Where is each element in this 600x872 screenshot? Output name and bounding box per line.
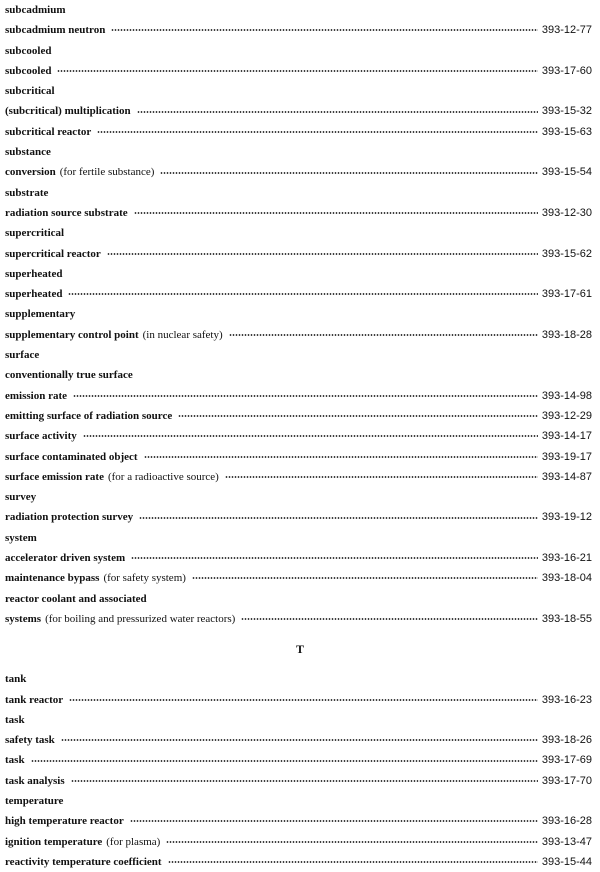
- entry-term: emitting surface of radiation source: [5, 409, 173, 422]
- entry-term: maintenance bypass: [5, 572, 100, 585]
- dot-leader: [192, 576, 538, 580]
- heading-term: reactor coolant and associated: [5, 592, 147, 605]
- dot-leader: [137, 110, 538, 114]
- dot-leader: [31, 759, 538, 763]
- dot-leader: [131, 556, 538, 560]
- section-letter: T: [295, 642, 304, 657]
- index-entry: [5, 609, 595, 629]
- entry-reference: 393-15-44: [541, 855, 592, 868]
- entry-reference: 393-15-63: [541, 125, 592, 138]
- entry-reference: 393-14-17: [541, 430, 592, 443]
- entry-qualifier: (for a radioactive source): [107, 470, 219, 483]
- dot-leader: [225, 475, 538, 479]
- entry-reference: 393-12-30: [541, 206, 592, 219]
- dot-leader: [160, 171, 537, 175]
- entry-term: surface emission rate: [5, 470, 104, 483]
- entry-reference: 393-16-21: [541, 552, 592, 565]
- dot-leader: [168, 860, 538, 864]
- index-entry: [5, 244, 595, 264]
- entry-term: reactivity temperature coefficient: [5, 855, 162, 868]
- entry-reference: 393-17-60: [541, 64, 592, 77]
- entry-term: ignition temperature: [5, 835, 103, 848]
- index-entry: [5, 162, 595, 182]
- entry-term: task analysis: [5, 774, 65, 787]
- index-entry: [5, 730, 595, 750]
- entry-term: subcritical reactor: [5, 125, 92, 138]
- entry-reference: 393-16-28: [541, 815, 592, 828]
- index-entry: [5, 467, 595, 487]
- index-entry: [5, 122, 595, 142]
- index-heading: [5, 142, 595, 162]
- index-heading: [5, 791, 595, 811]
- entry-reference: 393-18-28: [541, 328, 592, 341]
- dot-leader: [229, 333, 538, 337]
- index-page: [5, 0, 595, 872]
- index-entry: [5, 811, 595, 831]
- index-entry: [5, 771, 595, 791]
- index-heading: [5, 345, 595, 365]
- dot-leader: [178, 414, 538, 418]
- index-heading: [5, 264, 595, 284]
- index-entry: [5, 61, 595, 81]
- index-entry: [5, 20, 595, 40]
- heading-term: substrate: [5, 186, 49, 199]
- dot-leader: [107, 252, 538, 256]
- dot-leader: [97, 130, 538, 134]
- index-entry: [5, 447, 595, 467]
- entry-term: emission rate: [5, 389, 68, 402]
- entry-term: surface contaminated object: [5, 450, 138, 463]
- heading-term: survey: [5, 491, 37, 504]
- entry-reference: 393-16-23: [541, 693, 592, 706]
- entry-qualifier: (in nuclear safety): [142, 328, 223, 341]
- dot-leader: [61, 738, 538, 742]
- entry-reference: 393-18-26: [541, 734, 592, 747]
- index-entry: [5, 507, 595, 527]
- index-heading: [5, 528, 595, 548]
- entry-term: radiation source substrate: [5, 206, 128, 219]
- entry-reference: 393-15-62: [541, 247, 592, 260]
- entry-term: surface activity: [5, 430, 77, 443]
- entry-qualifier: (for safety system): [103, 572, 186, 585]
- entry-qualifier: (for fertile substance): [59, 166, 155, 179]
- index-heading: [5, 669, 595, 689]
- index-heading: [5, 487, 595, 507]
- entry-term: superheated: [5, 288, 63, 301]
- entry-term: radiation protection survey: [5, 511, 134, 524]
- dot-leader: [71, 779, 538, 783]
- entry-reference: 393-14-87: [541, 470, 592, 483]
- dot-leader: [83, 434, 538, 438]
- dot-leader: [134, 211, 538, 215]
- entry-reference: 393-15-54: [541, 166, 592, 179]
- index-entry: [5, 852, 595, 872]
- heading-term: system: [5, 531, 37, 544]
- entry-reference: 393-18-55: [541, 612, 592, 625]
- heading-term: superheated: [5, 267, 63, 280]
- entry-term: safety task: [5, 734, 55, 747]
- index-entry: [5, 568, 595, 588]
- entry-reference: 393-12-77: [541, 24, 592, 37]
- entry-term: accelerator driven system: [5, 552, 126, 565]
- entry-term: systems: [5, 612, 42, 625]
- entry-term: subcadmium neutron: [5, 24, 106, 37]
- entry-term: (subcritical) multiplication: [5, 105, 131, 118]
- entry-term: high temperature reactor: [5, 815, 124, 828]
- index-heading: [5, 183, 595, 203]
- index-heading: [5, 41, 595, 61]
- entry-reference: 393-13-47: [541, 835, 592, 848]
- heading-term: conventionally true surface: [5, 369, 133, 382]
- entry-term: supplementary control point: [5, 328, 139, 341]
- dot-leader: [130, 819, 538, 823]
- heading-term: substance: [5, 146, 51, 159]
- dot-leader: [111, 28, 537, 32]
- index-heading: [5, 223, 595, 243]
- entry-reference: 393-19-17: [541, 450, 592, 463]
- index-heading: [5, 589, 595, 609]
- entry-qualifier: (for boiling and pressurized water reactors): [45, 612, 236, 625]
- dot-leader: [166, 840, 538, 844]
- index-entry: [5, 203, 595, 223]
- entry-term: conversion: [5, 166, 56, 179]
- index-entry: [5, 426, 595, 446]
- index-entry: [5, 750, 595, 770]
- dot-leader: [144, 455, 538, 459]
- entry-term: subcooled: [5, 64, 52, 77]
- index-entry: [5, 325, 595, 345]
- index-entry: [5, 101, 595, 121]
- index-entry: [5, 406, 595, 426]
- heading-term: subcritical: [5, 85, 55, 98]
- index-heading: [5, 365, 595, 385]
- index-entry: [5, 690, 595, 710]
- dot-leader: [73, 394, 538, 398]
- heading-term: task: [5, 713, 25, 726]
- index-entry: [5, 548, 595, 568]
- heading-term: tank: [5, 673, 27, 686]
- dot-leader: [139, 516, 538, 520]
- entry-reference: 393-17-61: [541, 288, 592, 301]
- dot-leader: [57, 69, 537, 73]
- heading-term: supplementary: [5, 308, 76, 321]
- entry-reference: 393-14-98: [541, 389, 592, 402]
- index-heading: [5, 0, 595, 20]
- entry-term: supercritical reactor: [5, 247, 101, 260]
- heading-term: subcadmium: [5, 4, 66, 16]
- heading-term: temperature: [5, 794, 64, 807]
- index-entry: [5, 284, 595, 304]
- index-heading: [5, 81, 595, 101]
- dot-leader: [69, 698, 538, 702]
- heading-term: surface: [5, 349, 40, 362]
- entry-term: tank reactor: [5, 693, 64, 706]
- dot-leader: [68, 292, 537, 296]
- entry-term: task: [5, 754, 25, 767]
- index-entry: [5, 832, 595, 852]
- index-heading: [5, 710, 595, 730]
- entry-qualifier: (for plasma): [106, 835, 161, 848]
- index-heading: [5, 304, 595, 324]
- entry-reference: 393-17-69: [541, 754, 592, 767]
- heading-term: subcooled: [5, 44, 52, 57]
- heading-term: supercritical: [5, 227, 65, 240]
- entry-reference: 393-12-29: [541, 409, 592, 422]
- entry-reference: 393-19-12: [541, 511, 592, 524]
- entry-reference: 393-15-32: [541, 105, 592, 118]
- index-entry: [5, 386, 595, 406]
- entry-reference: 393-17-70: [541, 774, 592, 787]
- dot-leader: [241, 617, 537, 621]
- entry-reference: 393-18-04: [541, 572, 592, 585]
